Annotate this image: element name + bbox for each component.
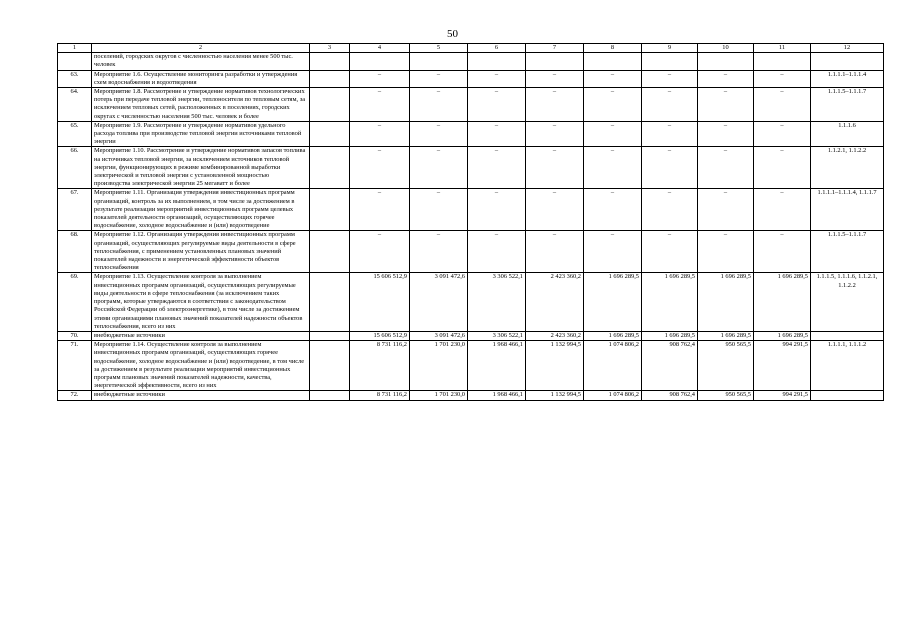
column-header: 12	[811, 44, 884, 53]
indicator-ref-cell: 1.1.1.5, 1.1.1.6, 1.1.2.1, 1.1.2.2	[811, 273, 884, 331]
column-header: 1	[58, 44, 92, 53]
row-number-cell: 70.	[58, 331, 92, 340]
column-header: 11	[754, 44, 811, 53]
year-value-cell: –	[410, 121, 468, 147]
year-value-cell	[698, 53, 754, 70]
year-value-cell: –	[468, 121, 526, 147]
year-value-cell	[754, 53, 811, 70]
column-header: 6	[468, 44, 526, 53]
year-value-cell	[468, 53, 526, 70]
year-value-cell: –	[584, 231, 642, 273]
column-3-cell	[310, 391, 350, 400]
year-value-cell: 1 132 994,5	[526, 391, 584, 400]
row-number-cell: 66.	[58, 147, 92, 189]
table-row	[58, 121, 884, 147]
year-value-cell: 2 423 360,2	[526, 331, 584, 340]
column-3-cell	[310, 231, 350, 273]
year-value-cell: –	[584, 189, 642, 231]
column-3-cell	[310, 70, 350, 87]
year-value-cell: –	[584, 121, 642, 147]
year-value-cell: 2 423 360,2	[526, 273, 584, 331]
year-value-cell: 1 074 806,2	[584, 391, 642, 400]
year-value-cell: –	[642, 189, 698, 231]
indicator-ref-cell: 1.1.1.1–1.1.1.4	[811, 70, 884, 87]
column-3-cell	[310, 147, 350, 189]
indicator-ref-cell	[811, 331, 884, 340]
year-value-cell: –	[526, 121, 584, 147]
column-header: 2	[92, 44, 310, 53]
row-number-cell: 65.	[58, 121, 92, 147]
table-row	[58, 391, 884, 400]
measure-name-cell: Мероприятие 1.9. Рассмотрение и утверждение нормативов удельного расхода топлива при производстве тепловой энергии источниками тепловой энергии	[92, 121, 310, 147]
year-value-cell: –	[468, 189, 526, 231]
indicator-ref-cell: 1.1.2.1, 1.1.2.2	[811, 147, 884, 189]
year-value-cell: –	[754, 70, 811, 87]
total-cell: –	[350, 88, 410, 122]
year-value-cell: 1 696 289,5	[642, 273, 698, 331]
year-value-cell: 3 306 522,1	[468, 273, 526, 331]
total-cell	[350, 53, 410, 70]
year-value-cell: 3 306 522,1	[468, 331, 526, 340]
column-3-cell	[310, 273, 350, 331]
column-3-cell	[310, 53, 350, 70]
year-value-cell: –	[698, 70, 754, 87]
year-value-cell: –	[698, 231, 754, 273]
column-header: 7	[526, 44, 584, 53]
indicator-ref-cell	[811, 53, 884, 70]
year-value-cell: –	[698, 121, 754, 147]
year-value-cell: –	[754, 121, 811, 147]
measure-name-cell: поселений, городских округов с численностью населения менее 500 тыс. человек	[92, 53, 310, 70]
column-header: 5	[410, 44, 468, 53]
year-value-cell: 908 762,4	[642, 391, 698, 400]
year-value-cell: –	[526, 70, 584, 87]
year-value-cell: 950 565,5	[698, 341, 754, 391]
table-row	[58, 147, 884, 189]
year-value-cell: 1 074 806,2	[584, 341, 642, 391]
year-value-cell: 1 696 289,5	[584, 331, 642, 340]
year-value-cell: 908 762,4	[642, 341, 698, 391]
row-number-cell: 64.	[58, 88, 92, 122]
indicator-ref-cell: 1.1.1.5–1.1.1.7	[811, 231, 884, 273]
measure-name-cell: Мероприятие 1.8. Рассмотрение и утверждение нормативов технологических потерь при передаче тепловой энергии, теплоносителя по тепловым сетям, за исключением тепловых сетей, расположенных в поселениях, городских округах с численностью населения 500 тыс. человек и более	[92, 88, 310, 122]
row-number-cell: 67.	[58, 189, 92, 231]
column-header: 9	[642, 44, 698, 53]
column-header: 8	[584, 44, 642, 53]
total-cell: 15 606 512,9	[350, 331, 410, 340]
year-value-cell: –	[584, 88, 642, 122]
total-cell: –	[350, 147, 410, 189]
year-value-cell: 994 291,5	[754, 391, 811, 400]
indicator-ref-cell: 1.1.1.1–1.1.1.4, 1.1.1.7	[811, 189, 884, 231]
year-value-cell: –	[410, 147, 468, 189]
year-value-cell: –	[468, 70, 526, 87]
year-value-cell	[642, 53, 698, 70]
year-value-cell: 1 696 289,5	[754, 331, 811, 340]
year-value-cell: 1 696 289,5	[584, 273, 642, 331]
table-row	[58, 331, 884, 340]
year-value-cell: –	[642, 70, 698, 87]
total-cell: –	[350, 121, 410, 147]
indicator-ref-cell: 1.1.1.6	[811, 121, 884, 147]
total-cell: –	[350, 231, 410, 273]
year-value-cell: 1 701 230,0	[410, 341, 468, 391]
total-cell: 15 606 512,9	[350, 273, 410, 331]
year-value-cell: 1 696 289,5	[698, 273, 754, 331]
year-value-cell: 3 091 472,6	[410, 331, 468, 340]
year-value-cell: –	[410, 231, 468, 273]
column-header: 4	[350, 44, 410, 53]
column-3-cell	[310, 341, 350, 391]
year-value-cell: –	[754, 231, 811, 273]
year-value-cell: –	[410, 70, 468, 87]
year-value-cell: –	[754, 189, 811, 231]
year-value-cell: –	[698, 88, 754, 122]
table-row	[58, 273, 884, 331]
table-body	[58, 53, 884, 400]
page-number: 50	[447, 28, 458, 40]
year-value-cell: 994 291,5	[754, 341, 811, 391]
column-header: 10	[698, 44, 754, 53]
indicator-ref-cell: 1.1.1.5–1.1.1.7	[811, 88, 884, 122]
row-number-cell	[58, 53, 92, 70]
year-value-cell	[584, 53, 642, 70]
table-row	[58, 53, 884, 70]
year-value-cell: –	[584, 70, 642, 87]
year-value-cell: –	[468, 231, 526, 273]
row-number-cell: 63.	[58, 70, 92, 87]
year-value-cell: –	[526, 88, 584, 122]
year-value-cell: –	[698, 189, 754, 231]
year-value-cell: –	[410, 189, 468, 231]
year-value-cell: 1 696 289,5	[642, 331, 698, 340]
total-cell: –	[350, 70, 410, 87]
year-value-cell: –	[468, 147, 526, 189]
table-row	[58, 70, 884, 87]
total-cell: 8 731 116,2	[350, 391, 410, 400]
year-value-cell: –	[642, 147, 698, 189]
year-value-cell: –	[642, 121, 698, 147]
total-cell: –	[350, 189, 410, 231]
row-number-cell: 69.	[58, 273, 92, 331]
column-3-cell	[310, 189, 350, 231]
year-value-cell: –	[642, 88, 698, 122]
column-3-cell	[310, 121, 350, 147]
table-row	[58, 189, 884, 231]
year-value-cell: 950 565,5	[698, 391, 754, 400]
table-row	[58, 88, 884, 122]
year-value-cell: –	[526, 147, 584, 189]
year-value-cell: –	[526, 231, 584, 273]
table-row	[58, 231, 884, 273]
indicator-ref-cell	[811, 391, 884, 400]
year-value-cell: 1 696 289,5	[754, 273, 811, 331]
year-value-cell: 1 132 994,5	[526, 341, 584, 391]
year-value-cell: –	[754, 147, 811, 189]
row-number-cell: 72.	[58, 391, 92, 400]
measure-name-cell: Мероприятие 1.12. Организация утверждения инвестиционных программ организаций, осуществляющих регулируемые виды деятельности в сфере теплоснабжения, с применением установленных плановых значений показателей надежности и энергетической эффективности объектов теплоснабжения	[92, 231, 310, 273]
year-value-cell: 3 091 472,6	[410, 273, 468, 331]
year-value-cell: –	[410, 88, 468, 122]
measures-table	[57, 43, 884, 401]
measure-name-cell: внебюджетные источники	[92, 331, 310, 340]
year-value-cell: 1 968 466,1	[468, 341, 526, 391]
year-value-cell: –	[698, 147, 754, 189]
column-3-cell	[310, 331, 350, 340]
table-row	[58, 341, 884, 391]
year-value-cell: 1 701 230,0	[410, 391, 468, 400]
measure-name-cell: Мероприятие 1.10. Рассмотрение и утверждение нормативов запасов топлива на источниках тепловой энергии, за исключением источников тепловой энергии, функционирующих в режиме комбинированной выработки электрической и тепловой энергии с установленной мощностью производства электрической энергии 25 мегаватт и более	[92, 147, 310, 189]
indicator-ref-cell: 1.1.1.1, 1.1.1.2	[811, 341, 884, 391]
measure-name-cell: Мероприятие 1.14. Осуществление контроля за выполнением инвестиционных программ организаций, осуществляющих горячее водоснабжение, холодное водоснабжение и (или) водоотведение, в том числе за достижением в результате реализации мероприятий инвестиционных программ плановых значений показателей надежности, качества, энергетической эффективности, всего из них	[92, 341, 310, 391]
column-header: 3	[310, 44, 350, 53]
year-value-cell: –	[584, 147, 642, 189]
measure-name-cell: Мероприятие 1.11. Организация утверждения инвестиционных программ организаций, контроль за их выполнением, в том числе за достижением в результате реализации мероприятий инвестиционных программ целевых показателей деятельности организаций, осуществляющих горячее водоснабжение, холодное водоснабжение и (или) водоотведение	[92, 189, 310, 231]
header-row	[58, 44, 884, 53]
year-value-cell: 1 696 289,5	[698, 331, 754, 340]
year-value-cell: –	[754, 88, 811, 122]
measure-name-cell: Мероприятие 1.6. Осуществление мониторинга разработки и утверждения схем водоснабжения и водоотведения	[92, 70, 310, 87]
year-value-cell: –	[526, 189, 584, 231]
year-value-cell	[410, 53, 468, 70]
total-cell: 8 731 116,2	[350, 341, 410, 391]
year-value-cell: 1 968 466,1	[468, 391, 526, 400]
year-value-cell: –	[642, 231, 698, 273]
column-3-cell	[310, 88, 350, 122]
year-value-cell	[526, 53, 584, 70]
row-number-cell: 71.	[58, 341, 92, 391]
row-number-cell: 68.	[58, 231, 92, 273]
measure-name-cell: внебюджетные источники	[92, 391, 310, 400]
measure-name-cell: Мероприятие 1.13. Осуществление контроля за выполнением инвестиционных программ организаций, осуществляющих регулируемые виды деятельности в сфере теплоснабжения (за исключением таких программ, которые утверждаются в соответствии с законодательством Российской Федерации об электроэнергетике), в том числе за достижением этими организациями плановых значений показателей надежности объектов теплоснабжения, всего из них	[92, 273, 310, 331]
year-value-cell: –	[468, 88, 526, 122]
